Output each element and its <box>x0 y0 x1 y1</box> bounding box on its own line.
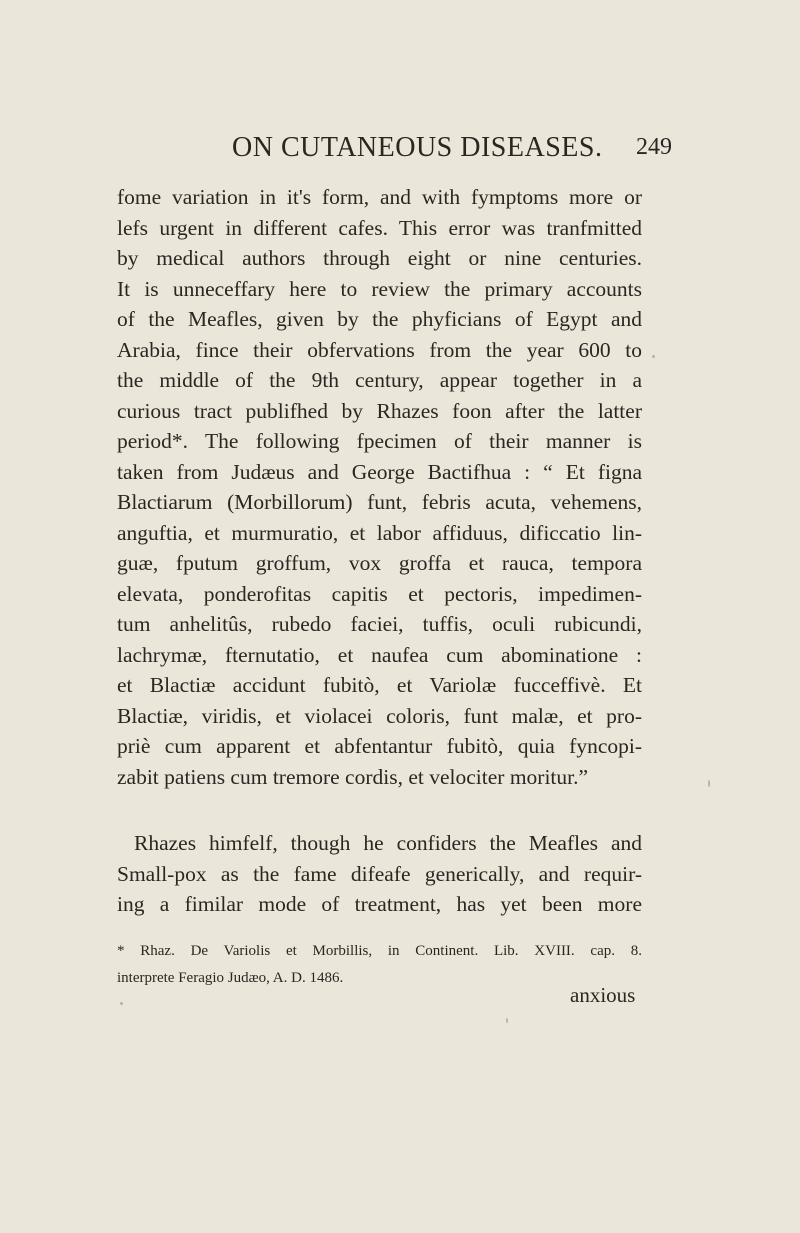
text-line: by medical authors through eight or nine centuries. <box>117 246 642 270</box>
paragraph-gap <box>117 792 642 828</box>
paper-speck <box>652 355 655 358</box>
paragraph-2 <box>117 828 642 920</box>
text-line: priè cum apparent et abfentantur fubitò, quia fyncopi- <box>117 734 642 758</box>
text-line: tum anhelitûs, rubedo faciei, tuffis, oculi rubicundi, <box>117 612 642 636</box>
page-header <box>232 132 672 168</box>
text-line: zabit patiens cum tremore cordis, et velociter moritur.” <box>117 764 589 789</box>
running-head: ON CUTANEOUS DISEASES. <box>232 132 603 163</box>
text-line: curious tract publifhed by Rhazes foon after the latter <box>117 398 642 423</box>
text-line: Small-pox as the fame difeafe generically, and requir- <box>117 861 642 886</box>
paper-speck <box>708 780 710 787</box>
text-line: lachrymæ, fternutatio, et naufea cum abominatione : <box>117 642 642 667</box>
body-text <box>117 182 642 920</box>
text-line: Rhazes himfelf, though he confiders the Meafles and <box>134 831 642 855</box>
text-line: lefs urgent in different cafes. This error was tranfmitted <box>117 215 642 240</box>
footnote <box>117 938 642 992</box>
text-line: et Blactiæ accidunt fubitò, et Variolæ fucceffivè. Et <box>117 673 642 697</box>
paper-speck <box>506 1018 508 1023</box>
text-line: guæ, fputum groffum, vox groffa et rauca, tempora <box>117 551 642 575</box>
text-line: Arabia, fince their obfervations from the year 600 to <box>117 337 642 362</box>
text-line: elevata, ponderofitas capitis et pectoris, impedimen- <box>117 581 642 606</box>
text-line: Blactiæ, viridis, et violacei coloris, funt malæ, et pro- <box>117 703 642 728</box>
paper-speck <box>120 1002 123 1005</box>
text-line: the middle of the 9th century, appear together in a <box>117 368 642 392</box>
footnote-line: * Rhaz. De Variolis et Morbillis, in Continent. Lib. XVIII. cap. 8. <box>117 943 642 959</box>
text-line: Blactiarum (Morbillorum) funt, febris acuta, vehemens, <box>117 490 642 514</box>
text-line: fome variation in it's form, and with fymptoms more or <box>117 185 642 209</box>
text-line: ing a fimilar mode of treatment, has yet been more <box>117 892 642 916</box>
text-line: It is unneceffary here to review the primary accounts <box>117 276 642 301</box>
text-line: anguftia, et murmuratio, et labor affiduus, dificcatio lin- <box>117 520 642 545</box>
text-line: of the Meafles, given by the phyficians of Egypt and <box>117 307 642 331</box>
text-line: period*. The following fpecimen of their manner is <box>117 429 642 453</box>
text-line: taken from Judæus and George Bactifhua : “ Et figna <box>117 459 642 484</box>
catchword: anxious <box>570 983 636 1007</box>
footnote-line: interprete Feragio Judæo, A. D. 1486. <box>117 970 344 986</box>
page-number: 249 <box>636 134 672 160</box>
paragraph-1 <box>117 182 642 792</box>
